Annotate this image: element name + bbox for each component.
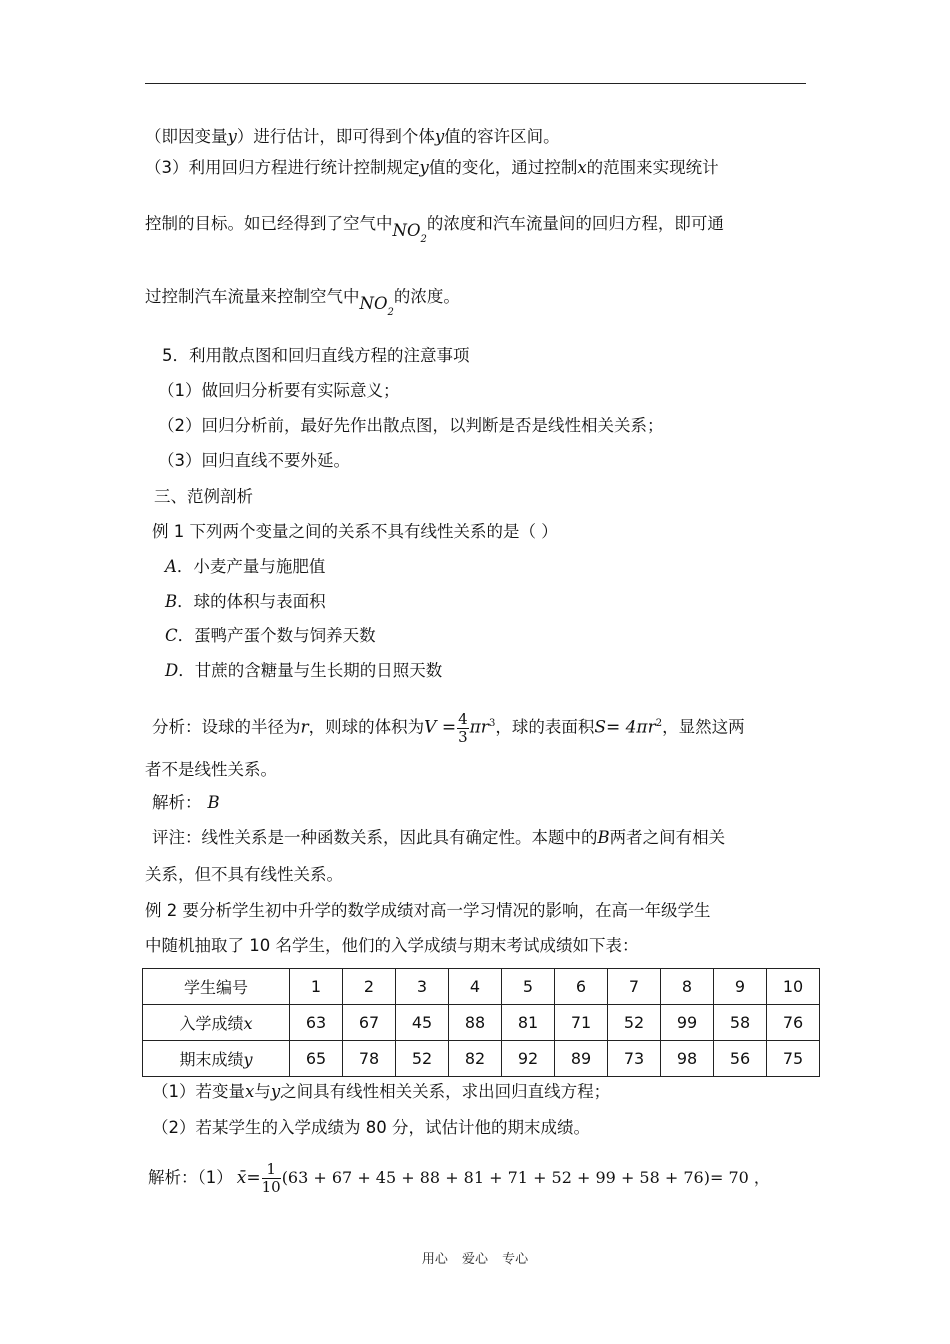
solution-line: 解析：（1） x̄= $\frac{1}{10}$ (63 + 67 + 45 + 88 + 81 + 71 + 52 + 99 + 58 + 76)= 70 ， xyxy=(148,1160,770,1196)
table-cell: 6 xyxy=(555,969,608,1005)
table-cell: 73 xyxy=(608,1041,661,1077)
table-cell: 89 xyxy=(555,1041,608,1077)
text: ）进行估计，即可得到个体 xyxy=(236,127,435,146)
text: （即因变量 xyxy=(145,127,228,146)
no2-formula: $NO_2$ xyxy=(392,221,427,246)
text: 值的容许区间。 xyxy=(444,127,560,146)
table-cell: 98 xyxy=(661,1041,714,1077)
option-d: D．甘蔗的含糖量与生长期的日照天数 xyxy=(165,661,443,680)
list-item: （1）做回归分析要有实际意义； xyxy=(158,381,400,400)
example-title: 例 1 下列两个变量之间的关系不具有线性关系的是（ ） xyxy=(152,522,558,541)
text: 值的变化，通过控制 xyxy=(428,158,578,177)
no2-formula: $NO_2$ xyxy=(359,294,394,319)
paragraph-line xyxy=(145,126,560,148)
comment-line: 评注：线性关系是一种函数关系，因此具有确定性。本题中的B两者之间有相关 xyxy=(152,828,726,847)
table-cell: 88 xyxy=(449,1005,502,1041)
table-header-cell: 期末成绩y xyxy=(143,1041,290,1077)
question-line: （1）若变量x与y之间具有线性相关关系，求出回归直线方程； xyxy=(152,1082,611,1101)
section-heading: 三、范例剖析 xyxy=(154,487,253,506)
footer-text: 爱心 xyxy=(461,1252,488,1267)
question-line: （2）若某学生的入学成绩为 80 分，试估计他的期末成绩。 xyxy=(152,1118,590,1137)
math-var: y xyxy=(434,127,445,146)
table-cell: 75 xyxy=(767,1041,820,1077)
table-cell: 1 xyxy=(290,969,343,1005)
table-cell: 8 xyxy=(661,969,714,1005)
table-cell: 10 xyxy=(767,969,820,1005)
table-cell: 52 xyxy=(608,1005,661,1041)
table-cell: 67 xyxy=(343,1005,396,1041)
table-cell: 92 xyxy=(502,1041,555,1077)
analysis-line: 分析：设球的半径为r，则球的体积为V = $\frac{4}{3}$ $\pi r^3$，球的表面积$S= 4\pi r^2$，显然这两 xyxy=(152,709,745,746)
comment-line: 关系，但不具有线性关系。 xyxy=(145,865,343,884)
table-cell: 4 xyxy=(449,969,502,1005)
page-footer xyxy=(0,1248,950,1267)
table-cell: 78 xyxy=(343,1041,396,1077)
table-row xyxy=(143,1041,820,1077)
table-cell: 63 xyxy=(290,1005,343,1041)
option-c: C．蛋鸭产蛋个数与饲养天数 xyxy=(165,626,376,645)
table-cell: 81 xyxy=(502,1005,555,1041)
paragraph-line: 中随机抽取了 10 名学生，他们的入学成绩与期末考试成绩如下表： xyxy=(145,936,639,955)
section-heading: 5．利用散点图和回归直线方程的注意事项 xyxy=(162,346,470,365)
table-cell: 3 xyxy=(396,969,449,1005)
text: 的浓度和汽车流量间的回归方程，即可通 xyxy=(426,214,724,233)
table-cell: 52 xyxy=(396,1041,449,1077)
table-cell: 82 xyxy=(449,1041,502,1077)
table-cell: 71 xyxy=(555,1005,608,1041)
table-row xyxy=(143,1005,820,1041)
list-item: （2）回归分析前，最好先作出散点图，以判断是否是线性相关关系； xyxy=(158,416,664,435)
table-cell: 56 xyxy=(714,1041,767,1077)
footer-text: 用心 xyxy=(421,1252,448,1267)
text: 的浓度。 xyxy=(393,287,460,306)
answer-line: 解析： B xyxy=(152,793,220,812)
math-var: y xyxy=(419,158,429,177)
table-cell: 65 xyxy=(290,1041,343,1077)
table-header-cell: 学生编号 xyxy=(143,969,290,1005)
example-title: 例 2 要分析学生初中升学的数学成绩对高一学习情况的影响，在高一年级学生 xyxy=(145,901,711,920)
table-cell: 5 xyxy=(502,969,555,1005)
text: 控制的目标。如已经得到了空气中 xyxy=(145,214,393,233)
table-header-cell: 入学成绩x xyxy=(143,1005,290,1041)
table-cell: 45 xyxy=(396,1005,449,1041)
option-b: B．球的体积与表面积 xyxy=(165,592,326,611)
text: （3）利用回归方程进行统计控制规定 xyxy=(145,158,420,177)
fraction: $\frac{4}{3}$ xyxy=(458,709,468,746)
paragraph-line xyxy=(145,213,724,246)
table-cell: 7 xyxy=(608,969,661,1005)
table-row xyxy=(143,969,820,1005)
paragraph-line xyxy=(145,286,460,319)
text: 过控制汽车流量来控制空气中 xyxy=(145,287,360,306)
scores-table xyxy=(142,968,820,1077)
analysis-line: 者不是线性关系。 xyxy=(145,760,277,779)
table-cell: 2 xyxy=(343,969,396,1005)
table-cell: 9 xyxy=(714,969,767,1005)
option-a: A．小麦产量与施肥值 xyxy=(165,557,326,576)
paragraph-line xyxy=(145,157,719,179)
fraction: $\frac{1}{10}$ xyxy=(261,1160,281,1196)
header-rule xyxy=(145,83,806,84)
list-item: （3）回归直线不要外延。 xyxy=(158,451,350,470)
text: 的范围来实现统计 xyxy=(586,158,719,177)
math-var: x xyxy=(577,158,587,177)
table-cell: 58 xyxy=(714,1005,767,1041)
table-cell: 99 xyxy=(661,1005,714,1041)
math-var: y xyxy=(227,127,237,146)
footer-text: 专心 xyxy=(502,1252,529,1267)
table-cell: 76 xyxy=(767,1005,820,1041)
